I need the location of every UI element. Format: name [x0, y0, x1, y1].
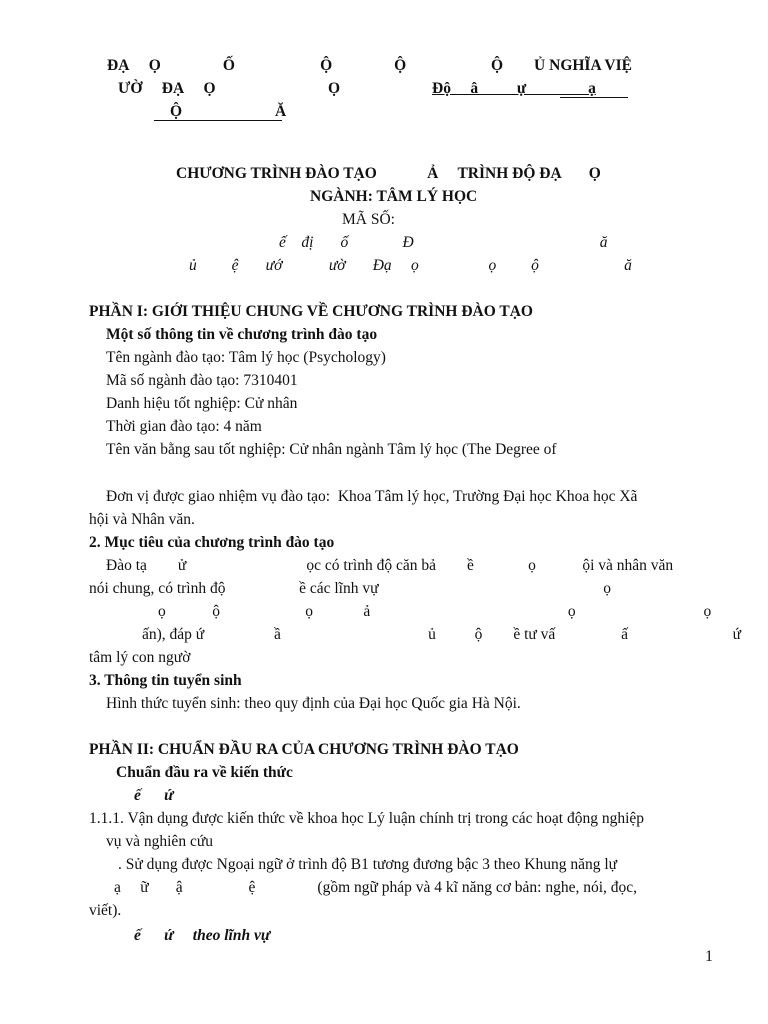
header-underline — [154, 120, 282, 121]
page-number: 1 — [705, 948, 713, 965]
goals-heading: 2. Mục tiêu của chương trình đào tạo — [89, 534, 335, 551]
training-unit-line1: Đơn vị được giao nhiệm vụ đào tạo: Khoa Tâm lý học, Trường Đại học Khoa học Xã — [106, 488, 638, 505]
major-code-label: MÃ SỐ: — [342, 211, 395, 228]
info-line-code: Mã số ngành đào tạo: 7310401 — [106, 372, 298, 389]
header-underline-extension — [560, 97, 628, 98]
info-line-degree-name: Tên văn bằng sau tốt nghiệp: Cử nhân ngành Tâm lý học (The Degree of — [106, 441, 557, 458]
training-unit-line2: hội và Nhân văn. — [89, 511, 195, 528]
outcome-1-1-1-line1: 1.1.1. Vận dụng được kiến thức về khoa học Lý luận chính trị trong các hoạt động nghiệp — [89, 810, 645, 827]
part1-heading: PHẦN I: GIỚI THIỆU CHUNG VỀ CHƯƠNG TRÌNH ĐÀO TẠO — [89, 303, 533, 320]
goals-line3: ọ ộ ọ ả ọ ọ — [158, 603, 712, 620]
info-line-degree-title: Danh hiệu tốt nghiệp: Cử nhân — [106, 395, 298, 412]
admission-heading: 3. Thông tin tuyển sinh — [89, 672, 242, 689]
goals-line5: tâm lý con ngườ — [89, 649, 191, 666]
header-right-line1: Ộ Ủ NGHĨA VIỆ — [491, 57, 632, 74]
part2-subheading2: ế ứ — [134, 787, 174, 804]
program-title: CHƯƠNG TRÌNH ĐÀO TẠO Ả TRÌNH ĐỘ ĐẠ Ọ — [176, 165, 601, 182]
header-left-line2: ƯỜ ĐẠ Ọ Ọ — [118, 80, 341, 97]
major-title: NGÀNH: TÂM LÝ HỌC — [310, 188, 478, 205]
outcome-1-1-2-line2: ạ ữ ậ ệ (gồm ngữ pháp và 4 kĩ năng cơ bản: nghe, nói, đọc, — [114, 879, 638, 896]
goals-line4: ấn), đáp ứ ầ ủ ộ ề tư vấ ấ ứ — [142, 626, 742, 643]
part2-subheading: Chuẩn đầu ra về kiến thức — [116, 764, 293, 781]
part2-heading: PHẦN II: CHUẨN ĐẦU RA CỦA CHƯƠNG TRÌNH ĐÀO TẠO — [89, 741, 519, 758]
goals-line2: nói chung, có trình độ ề các lĩnh vự ọ — [89, 580, 611, 597]
outcome-1-1-2-line3: viết). — [89, 902, 122, 919]
header-left-line3: Ộ Ă — [170, 103, 287, 120]
info-line-name: Tên ngành đào tạo: Tâm lý học (Psychology) — [106, 349, 386, 366]
outcome-1-1-1-line2: vụ và nghiên cứu — [106, 833, 213, 850]
part2-subheading3: ế ứ theo lĩnh vự — [134, 927, 271, 944]
info-line-duration: Thời gian đào tạo: 4 năm — [106, 418, 262, 435]
header-right-line2: Độ â ự ạ — [432, 80, 596, 97]
decision-line2: ủ ệ ướ ườ Đạ ọ ọ ộ ă — [189, 257, 632, 274]
outcome-1-1-2-line1: . Sử dụng được Ngoại ngữ ở trình độ B1 tương đương bậc 3 theo Khung năng lự — [118, 856, 618, 873]
header-left-line1: ĐẠ Ọ Ố Ộ Ộ — [107, 57, 407, 74]
decision-line1: ế đị ố Đ ă — [279, 234, 608, 251]
goals-line1: Đào tạ ử ọc có trình độ căn bả ề ọ ội và nhân văn — [106, 557, 674, 574]
part1-subheading: Một số thông tin về chương trình đào tạo — [106, 326, 378, 343]
admission-line: Hình thức tuyển sinh: theo quy định của Đại học Quốc gia Hà Nội. — [106, 695, 521, 712]
